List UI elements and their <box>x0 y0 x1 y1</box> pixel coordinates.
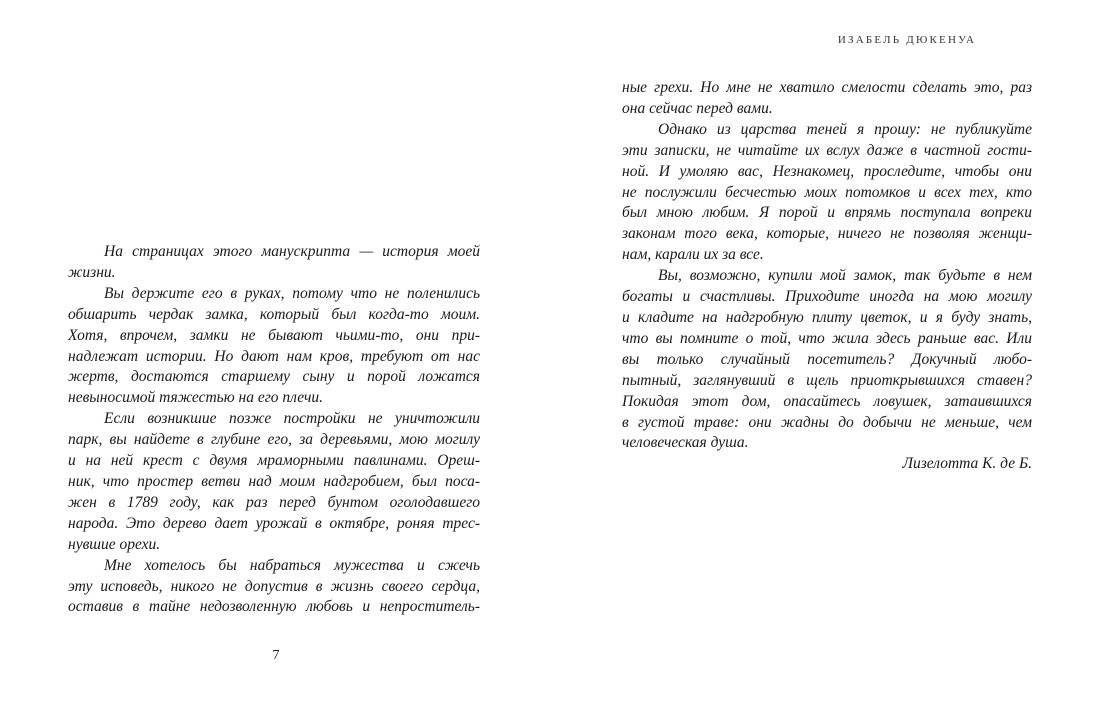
text-line: обшарить чердак замка, который был когда-то моим. <box>68 305 480 323</box>
left-page-body <box>68 242 480 618</box>
text-line: Однако из царства теней я прошу: не публикуйте <box>658 120 1032 138</box>
text-line: законам того века, которые, ничего не позволяя женщи- <box>622 225 1032 243</box>
right-page-body <box>622 78 1032 475</box>
text-line: парк, вы найдете в глубине его, за деревьями, мою могилу <box>68 431 480 449</box>
text-line: человеческая душа. <box>622 434 749 452</box>
running-head: ИЗАБЕЛЬ ДЮКЕНУА <box>837 34 977 46</box>
text-line: богаты и счастливы. Приходите иногда на мою могилу <box>622 288 1032 306</box>
text-line: Вы держите его в руках, потому что не поленились <box>104 284 480 302</box>
text-line: жертв, достаются старшему сыну и порой ложатся <box>68 368 480 386</box>
text-line: пытный, заглянувший в щель приоткрывшихся ставен? <box>622 371 1032 389</box>
text-line: был мною любим. Я порой и впрямь поступала вопреки <box>622 204 1032 222</box>
text-line: Покидая этот дом, опасайтесь ловушек, затаившихся <box>622 392 1032 410</box>
text-line: На страницах этого манускрипта — история моей <box>104 243 480 260</box>
text-line: оставив в тайне недозволенную любовь и непроститель- <box>68 598 480 616</box>
text-line: Мне хотелось бы набраться мужества и сжечь <box>104 556 480 574</box>
text-line: невыносимой тяжестью на его плечи. <box>68 389 323 407</box>
text-line: Хотя, впрочем, замки не бывают чьими-то, они при- <box>68 326 480 344</box>
text-line: в густой траве: они жадны до добычи не меньше, чем <box>622 413 1032 431</box>
text-line: эту исповедь, никого не допустив в жизнь своего сердца, <box>68 577 480 595</box>
text-line: Вы, возможно, купили мой замок, так будьте в нем <box>658 267 1032 285</box>
text-line: Если возникшие позже постройки не уничтожили <box>104 410 480 428</box>
text-line: нам, карали их за все. <box>622 246 764 264</box>
text-line: надлежат истории. Но дают нам кров, требуют от нас <box>68 347 480 365</box>
text-line: не послужили бесчестью моих потомков и всех тех, кто <box>622 183 1032 201</box>
text-line: ные грехи. Но мне не хватило смелости сделать это, раз <box>622 79 1032 96</box>
text-line: и кладите на надгробную плиту цветок, и я буду знать, <box>622 308 1032 326</box>
text-line: нувшие орехи. <box>68 535 161 553</box>
text-line: народа. Это дерево дает урожай в октябре, роняя трес- <box>68 514 480 532</box>
text-line: вы только случайный посетитель? Докучный любо- <box>622 350 1032 368</box>
text-line: жизни. <box>68 263 116 281</box>
right-page <box>550 0 1100 726</box>
text-line: ной. И умоляю вас, Незнакомец, проследите, чтобы они <box>622 162 1032 180</box>
text-line: эти записки, не читайте их вслух даже в частной гости- <box>622 141 1032 159</box>
text-line: ник, что простер ветви над моим надгробием, был поса- <box>68 472 480 490</box>
signature: Лизелотта К. де Б. <box>902 455 1032 473</box>
text-line: и на ней крест с двумя мраморными павлинами. Ореш- <box>68 452 480 470</box>
page-number: 7 <box>272 648 280 663</box>
text-line: жен в 1789 году, как раз перед бунтом оголодавшего <box>68 493 480 511</box>
text-line: она сейчас перед вами. <box>622 99 773 117</box>
text-line: что вы помните о той, что жила здесь раньше вас. Или <box>622 329 1032 347</box>
